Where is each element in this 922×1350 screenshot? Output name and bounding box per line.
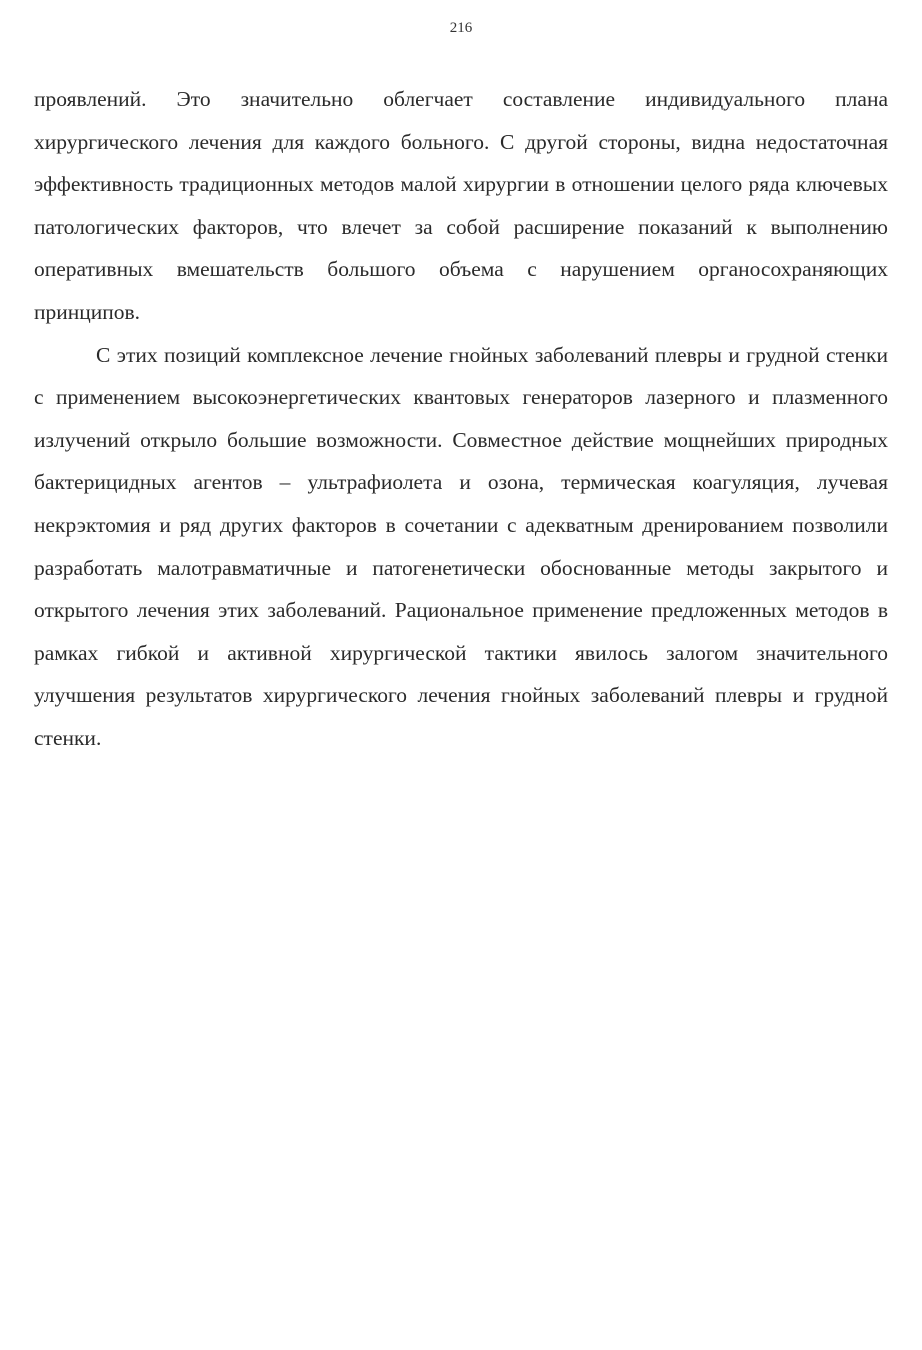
paragraph: С этих позиций комплексное лечение гнойных заболеваний плевры и грудной стенки с применением высокоэнергетических квантовых генераторов лазерного и плазменного излучений открыло большие возможности. Совместное действие мощнейших природных бактерицидных агентов – ультрафиолета и озона, термическая коагуляция, лучевая некрэктомия и ряд других факторов в сочетании с адекватным дренированием позволили разработать малотравматичные и патогенетически обоснованные методы закрытого и открытого лечения этих заболеваний. Рациональное применение предложенных методов в рамках гибкой и активной хирургической тактики явилось залогом значительного улучшения результатов хирургического лечения гнойных заболеваний плевры и грудной стенки. [34,342,888,750]
page-number: 216 [449,20,473,36]
body-text [34,78,888,760]
paragraph-continuation: проявлений. Это значительно облегчает составление индивидуального плана хирургического лечения для каждого больного. С другой стороны, видна недостаточная эффективность традиционных методов малой хирургии в отношении целого ряда ключевых патологических факторов, что влечет за собой расширение показаний к выполнению оперативных вмешательств большого объема с нарушением органосохраняющих принципов. [34,87,888,324]
